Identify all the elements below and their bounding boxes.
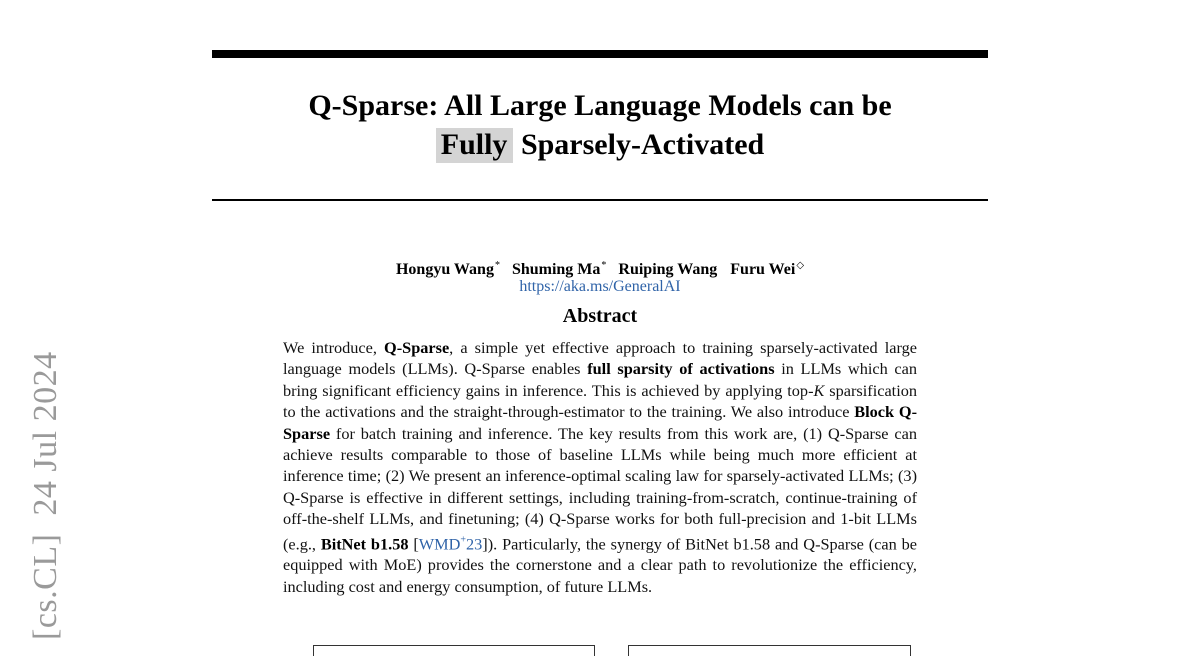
- title-bottom-rule: [212, 199, 988, 201]
- abstract-bold-term: Q-Sparse: [384, 338, 450, 357]
- title-line-2-rest: Sparsely-Activated: [520, 128, 765, 161]
- arxiv-stamp: [27, 310, 65, 640]
- author-name: Furu Wei: [730, 261, 796, 279]
- abstract-text: in LLMs which can bring significant efficiency gains in inference. This is achieved by applying top-: [283, 359, 917, 400]
- author-mark: *: [601, 260, 607, 271]
- abstract-bold-term: BitNet b1.58: [320, 534, 409, 554]
- arxiv-date: 24 Jul 2024: [27, 351, 64, 516]
- abstract-text: sparsification to the activations and the straight-through-estimator to the training. We also introduce: [283, 380, 918, 422]
- title-line-1: Q-Sparse: All Large Language Models can be: [308, 89, 892, 122]
- figure-frame-left: [313, 645, 595, 656]
- title-line-2: [212, 125, 988, 164]
- abstract-text: We introduce,: [283, 338, 385, 357]
- author: [730, 261, 804, 278]
- abstract-bold-term: full sparsity of activations: [587, 359, 775, 379]
- author-mark: *: [494, 260, 500, 271]
- author: [618, 261, 718, 278]
- author-name: Ruiping Wang: [618, 261, 718, 279]
- abstract-math-symbol: K: [813, 380, 825, 400]
- author: [396, 261, 500, 278]
- abstract-text: , a simple yet effective approach to training sparsely-activated large language models (LLMs). Q-Sparse enables: [283, 338, 918, 379]
- abstract-text: for batch training and inference. The key results from this work are, (1) Q-Sparse can achieve results comparable to those of baseline LLMs while being much more efficient at inference time; (2) We present an inference-optimal scaling law for sparsely-activated LLMs; (3) Q-Sparse is effective in different settings, including training-from-scratch, continue-training of off-the-shelf LLMs, and finetuning; (4) Q-Sparse works for both full-precision and 1-bit LLMs (e.g.,: [283, 423, 917, 554]
- citation-link[interactable]: WMD: [418, 534, 461, 554]
- citation-superscript: +: [460, 534, 467, 546]
- abstract-heading: Abstract: [562, 305, 638, 327]
- abstract-text: ]). Particularly, the synergy of BitNet b1.58 and Q-Sparse (can be equipped with MoE) provides the cornerstone and a clear path to revolutionize the efficiency, including cost and energy consumption, of future LLMs.: [283, 534, 917, 596]
- author-name: Hongyu Wang: [395, 261, 494, 279]
- author-mark: ◇: [796, 260, 805, 271]
- figure-frame-right: [628, 645, 911, 656]
- title-highlighted-word: Fully: [436, 128, 514, 163]
- affiliation-link[interactable]: https://aka.ms/GeneralAI: [519, 278, 681, 295]
- citation-link[interactable]: 23: [466, 534, 483, 554]
- arxiv-category: [cs.CL]: [27, 533, 64, 640]
- paper-title: [212, 86, 988, 164]
- title-top-rule: [212, 50, 988, 58]
- abstract-text: [: [408, 534, 419, 554]
- abstract-bold-term: Block Q-Sparse: [283, 402, 917, 443]
- author-name: Shuming Ma: [511, 261, 601, 279]
- abstract-body: [283, 337, 917, 597]
- author: [512, 261, 606, 278]
